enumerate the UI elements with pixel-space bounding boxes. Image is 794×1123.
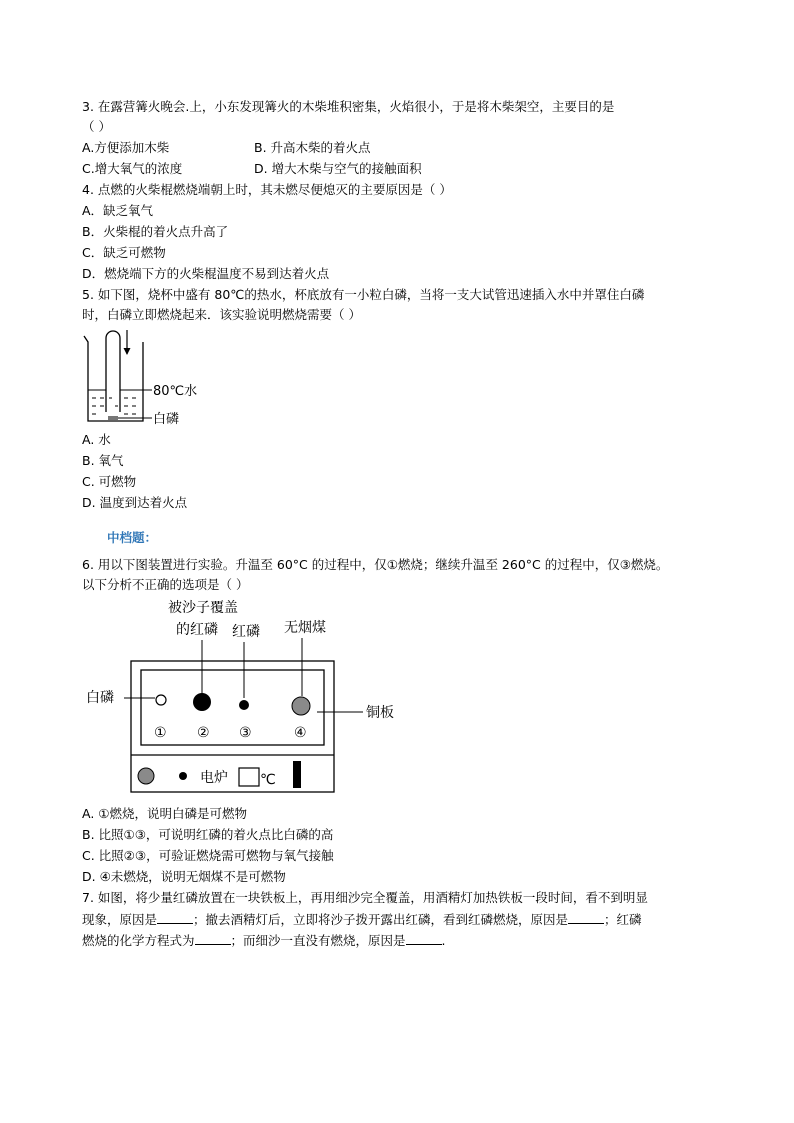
section-title: 中档题： (107, 530, 158, 545)
q6-option-d: D. ④未燃烧，说明无烟煤不是可燃物 (82, 869, 286, 884)
temperature-display (239, 768, 259, 786)
q5-option-a: A. 水 (82, 432, 111, 447)
smokeless-coal-sample (292, 697, 310, 715)
beaker-figure (80, 328, 210, 428)
q4-option-c: C．缺乏可燃物 (82, 245, 166, 260)
label-celsius: ℃ (260, 772, 276, 788)
q7-line2-part-c: ；红磷 (604, 912, 642, 927)
q4-stem: 4. 点燃的火柴棍燃烧端朝上时，其未燃尽便熄灭的主要原因是（ ） (82, 182, 452, 197)
q7-line3 (82, 932, 446, 949)
sand-covered-red-phosphorus-sample (193, 693, 211, 711)
label-red-phosphorus: 红磷 (232, 624, 260, 640)
furnace-knob-icon (138, 768, 154, 784)
q3-option-c: C.增大氧气的浓度 (82, 161, 183, 176)
label-electric-furnace: 电炉 (200, 770, 228, 786)
white-phosphorus-grain (108, 416, 118, 420)
q5-option-c: C. 可燃物 (82, 474, 137, 489)
q7-line1: 7. 如图，将少量红磷放置在一块铁板上，再用细沙完全覆盖，用酒精灯加热铁板一段时间，看不到明显 (82, 890, 648, 905)
q3-option-a: A.方便添加木柴 (82, 140, 170, 155)
q7-blank-4[interactable] (406, 932, 442, 945)
q6-option-c: C. 比照②③，可验证燃烧需可燃物与氧气接触 (82, 848, 334, 863)
q6-option-a: A. ①燃烧，说明白磷是可燃物 (82, 806, 247, 821)
position-number-1: ① (154, 725, 167, 741)
q4-option-b: B．火柴棍的着火点升高了 (82, 224, 229, 239)
red-phosphorus-sample (239, 700, 249, 710)
q7-blank-1[interactable] (157, 911, 193, 924)
furnace-indicator-light-icon (179, 772, 187, 780)
q7-line2 (82, 911, 642, 928)
label-80c-water: 80℃水 (153, 384, 198, 399)
white-phosphorus-sample (156, 695, 166, 705)
q7-line2-part-b: ；撤去酒精灯后，立即将沙子拨开露出红磷，看到红磷燃烧，原因是 (193, 912, 569, 927)
q3-answer-paren: （ ） (82, 119, 111, 134)
q4-option-d: D．燃烧端下方的火柴棍温度不易到达着火点 (82, 266, 330, 281)
label-smokeless-coal: 无烟煤 (284, 620, 326, 636)
q7-line3-part-a: 燃烧的化学方程式为 (82, 933, 195, 948)
label-copper-plate: 铜板 (366, 705, 394, 721)
furnace-apparatus-figure (80, 594, 410, 799)
q7-line3-part-c: . (441, 933, 446, 948)
label-sand-covered-line1: 被沙子覆盖 (168, 600, 238, 616)
position-number-3: ③ (239, 725, 252, 741)
q5-option-b: B. 氧气 (82, 453, 124, 468)
label-white-phosphorus-side: 白磷 (86, 690, 114, 706)
q6-option-b: B. 比照①③，可说明红磷的着火点比白磷的高 (82, 827, 334, 842)
q3-stem: 3. 在露营篝火晚会.上，小东发现篝火的木柴堆积密集，火焰很小，于是将木柴架空，主要目的是 (82, 99, 615, 114)
position-number-2: ② (197, 725, 210, 741)
q7-blank-2[interactable] (568, 911, 604, 924)
q6-stem-line2: 以下分析不正确的选项是（ ） (82, 577, 249, 592)
test-tube (106, 331, 120, 412)
q4-option-a: A．缺乏氧气 (82, 203, 154, 218)
q3-option-d: D. 增大木柴与空气的接触面积 (254, 161, 422, 176)
q5-option-d: D. 温度到达着火点 (82, 495, 188, 510)
q5-stem-line1: 5. 如下图，烧杯中盛有 80℃的热水，杯底放有一小粒白磷，当将一支大试管迅速插入水中并罩住白磷 (82, 287, 645, 302)
q7-blank-3[interactable] (195, 932, 231, 945)
q7-line3-part-b: ；而细沙一直没有燃烧，原因是 (230, 933, 406, 948)
q5-stem-line2: 时，白磷立即燃烧起来．该实验说明燃烧需要（ ） (82, 307, 361, 322)
label-sand-covered-line2: 的红磷 (176, 622, 218, 638)
q3-option-b: B. 升高木柴的着火点 (254, 140, 371, 155)
q6-stem-line1: 6. 用以下图装置进行实验。升温至 60°C 的过程中，仅①燃烧；继续升温至 260°C 的过程中，仅③燃烧。 (82, 557, 669, 572)
q7-line2-part-a: 现象，原因是 (82, 912, 158, 927)
furnace-switch (293, 761, 301, 788)
position-number-4: ④ (294, 725, 307, 741)
label-white-phosphorus: 白磷 (153, 412, 180, 427)
